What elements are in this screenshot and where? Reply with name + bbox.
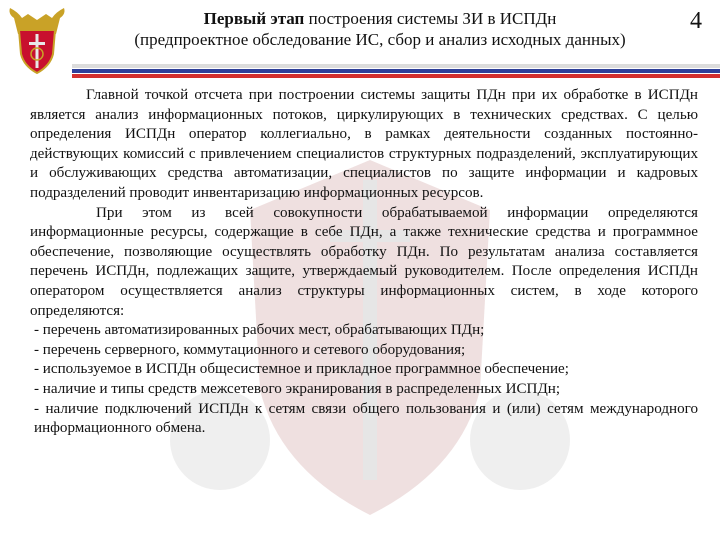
slide-body (30, 86, 698, 439)
list-item: - наличие и типы средств межсетевого экранирования в распределенных ИСПДн; (34, 380, 561, 397)
stripe-blue (72, 69, 720, 73)
slide-header (70, 8, 690, 50)
list-item: - перечень серверного, коммутационного и сетевого оборудования; (34, 341, 466, 358)
list-item: - перечень автоматизированных рабочих мест, обрабатывающих ПДн; (34, 322, 485, 339)
slide-title-rest: построения системы ЗИ в ИСПДн (304, 9, 557, 28)
list-item: - используемое в ИСПДн общесистемное и прикладное программное обеспечение; (34, 361, 569, 378)
stripe-red (72, 74, 720, 78)
paragraph-2: При этом из всей совокупности обрабатываемой информации определяются информационные ресурсы, содержащие в себе ПДн, а также технические средства и программное обеспечение, позволяющие осуществлять обработку ПДн. По результатам анализа составляется перечень ИСПДн, подлежащих защите, утверждаемый руководителем. После определения ИСПДн оператором осуществляется анализ структуры информационных систем, в ходе которого определяются: (30, 204, 698, 319)
double-headed-eagle-shield-icon (6, 4, 68, 76)
slide-title (70, 8, 690, 29)
list-item: - наличие подключений ИСПДн к сетям связи общего пользования и (или) сетям международного информационного обмена. (34, 400, 698, 437)
slide-title-bold: Первый этап (203, 9, 305, 28)
page-number: 4 (690, 8, 702, 34)
tricolor-divider (72, 64, 720, 78)
slide-subtitle: (предпроектное обследование ИС, сбор и анализ исходных данных) (134, 30, 626, 49)
paragraph-1: Главной точкой отсчета при построении системы защиты ПДн при их обработке в ИСПДн является анализ информационных потоков, циркулирующих в технических средствах. С целью определения ИСПДн оператор коллегиально, в рамках деятельности созданных постоянно-действующих комиссий с привлечением специалистов структурных подразделений, эксплуатирующих и обслуживающих средства автоматизации, специалистов по защите информации и кадровых подразделений проводит инвентаризацию информационных ресурсов. (30, 87, 698, 201)
stripe-white (72, 64, 720, 68)
